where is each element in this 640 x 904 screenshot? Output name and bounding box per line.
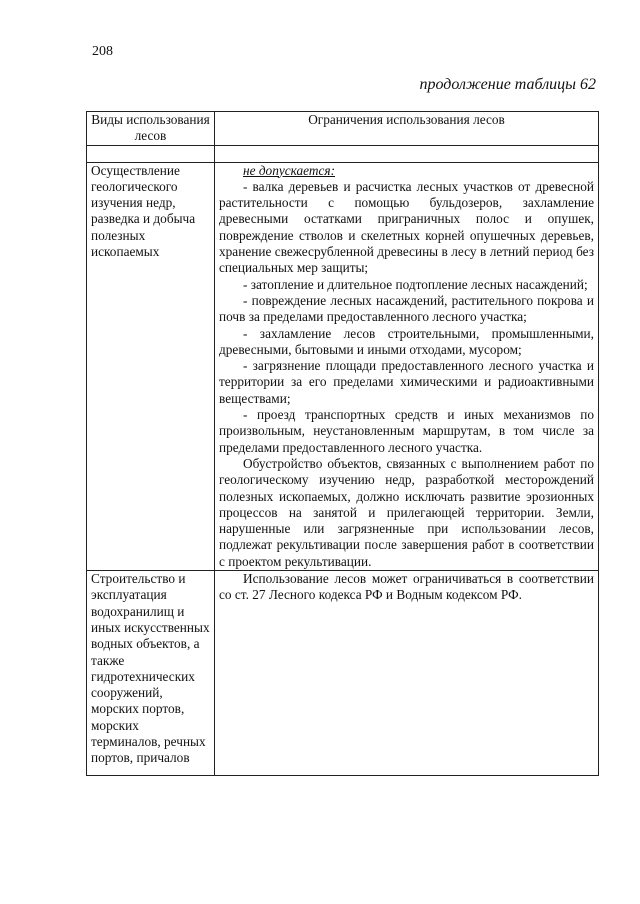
restriction-item: - валка деревьев и расчистка лесных участков от древесной растительности с помощью бульдозеров, захламление древесными остатками приграничных полос и опушек, повреждение стволов и скелетных корней опушечных деревьев, хранение свежесрубленной древесины в лесу в летний период без специальных мер защиты;	[219, 178, 594, 276]
header-restrictions: Ограничения использования лесов	[215, 112, 599, 146]
page-number: 208	[92, 44, 113, 59]
table-spacer-row	[87, 145, 599, 162]
table-continuation-caption: продолжение таблицы 62	[419, 76, 596, 93]
header-use-type: Виды использования лесов	[87, 112, 215, 146]
use-type-cell: Строительство и эксплуатация водохранилищ и иных искусственных водных объектов, а также гидротехнических сооружений, морских портов, морских терминалов, речных портов, причалов	[87, 571, 215, 776]
lead-text: не допускается:	[243, 162, 336, 178]
restriction-item: - проезд транспортных средств и иных механизмов по произвольным, неустановленным маршрутам, в том числе за пределами предоставленного лесного участка.	[219, 407, 594, 455]
restriction-item: - повреждение лесных насаждений, растительного покрова и почв за пределами предоставленного лесного участка;	[219, 292, 594, 325]
table-header-row	[87, 112, 599, 146]
restriction-item: - загрязнение площади предоставленного лесного участка и территории за его пределами химическими и радиоактивными веществами;	[219, 358, 594, 406]
restrictions-cell	[215, 571, 599, 776]
restriction-item: - захламление лесов строительными, промышленными, древесными, бытовыми и иными отходами, мусором;	[219, 325, 594, 357]
use-type-cell: Осуществление геологического изучения недр, разведка и добыча полезных ископаемых	[87, 162, 215, 570]
restrictions-table	[86, 111, 599, 776]
table-row	[87, 162, 599, 570]
restriction-paragraph: Использование лесов может ограничиваться в соответствии со ст. 27 Лесного кодекса РФ и Водным кодексом РФ.	[219, 571, 594, 603]
restriction-item: - затопление и длительное подтопление лесных насаждений;	[243, 276, 588, 292]
table-row	[87, 571, 599, 776]
restrictions-cell	[215, 162, 599, 570]
restriction-paragraph: Обустройство объектов, связанных с выполнением работ по геологическому изучению недр, разработкой месторождений полезных ископаемых, должно исключать развитие эрозионных процессов на занятой и прилегающей территории. Земли, нарушенные или загрязненные при использовании лесов, подлежат рекультивации после завершения работ в соответствии с проектом рекультивации.	[219, 455, 594, 569]
